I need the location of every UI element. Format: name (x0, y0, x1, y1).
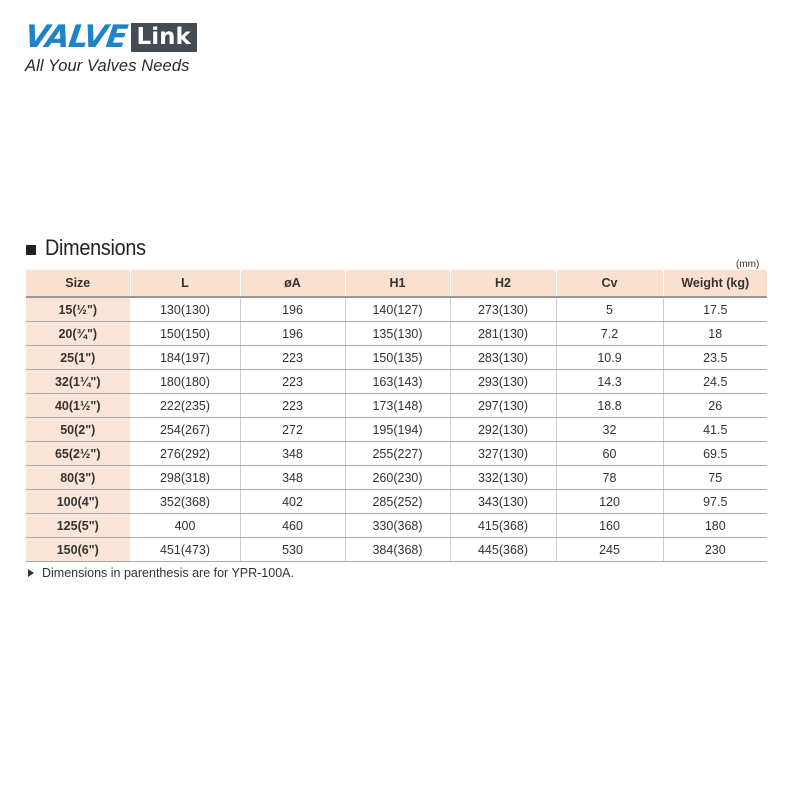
table-cell: 223 (240, 370, 345, 394)
table-cell: 343(130) (450, 490, 556, 514)
table-row (26, 346, 767, 370)
table-cell: 384(368) (345, 538, 450, 562)
table-cell: 41.5 (663, 418, 767, 442)
table-row (26, 490, 767, 514)
table-cell: 160 (556, 514, 663, 538)
table-cell: 150(150) (130, 322, 240, 346)
table-cell: 173(148) (345, 394, 450, 418)
table-cell: 292(130) (450, 418, 556, 442)
table-cell: 223 (240, 346, 345, 370)
table-row (26, 394, 767, 418)
table-cell: 180(180) (130, 370, 240, 394)
section-title: Dimensions (45, 235, 146, 260)
unit-note: (mm) (736, 259, 760, 270)
logo-wordmark (22, 19, 197, 55)
table-cell: 23.5 (663, 346, 767, 370)
size-cell: 15(½") (26, 297, 130, 322)
size-cell: 150(6") (26, 538, 130, 562)
table-cell: 140(127) (345, 297, 450, 322)
table-cell: 400 (130, 514, 240, 538)
table-cell: 195(194) (345, 418, 450, 442)
table-cell: 298(318) (130, 466, 240, 490)
table-body (26, 297, 767, 562)
table-cell: 7.2 (556, 322, 663, 346)
table-cell: 75 (663, 466, 767, 490)
table-cell: 402 (240, 490, 345, 514)
table-cell: 352(368) (130, 490, 240, 514)
table-cell: 26 (663, 394, 767, 418)
table-cell: 285(252) (345, 490, 450, 514)
dimensions-table (26, 270, 767, 562)
table-cell: 245 (556, 538, 663, 562)
table-cell: 135(130) (345, 322, 450, 346)
size-cell: 40(1½") (26, 394, 130, 418)
table-cell: 293(130) (450, 370, 556, 394)
section-heading (26, 235, 157, 261)
column-header: Size (26, 270, 130, 297)
triangle-bullet-icon (28, 569, 34, 577)
table-row (26, 538, 767, 562)
column-header: øA (240, 270, 345, 297)
logo-valve-text: VALVE (22, 19, 130, 55)
table-cell: 5 (556, 297, 663, 322)
table-cell: 330(368) (345, 514, 450, 538)
column-header: H1 (345, 270, 450, 297)
brand-logo (22, 19, 197, 76)
table-cell: 24.5 (663, 370, 767, 394)
size-cell: 100(4") (26, 490, 130, 514)
table-row (26, 466, 767, 490)
table-row (26, 418, 767, 442)
table-cell: 17.5 (663, 297, 767, 322)
table-cell: 150(135) (345, 346, 450, 370)
table-cell: 281(130) (450, 322, 556, 346)
table-cell: 78 (556, 466, 663, 490)
table-row (26, 297, 767, 322)
size-cell: 80(3") (26, 466, 130, 490)
logo-tagline: All Your Valves Needs (25, 57, 190, 75)
footnote (28, 566, 294, 580)
column-header: L (130, 270, 240, 297)
table-cell: 10.9 (556, 346, 663, 370)
table-cell: 223 (240, 394, 345, 418)
footnote-text: Dimensions in parenthesis are for YPR-100A. (42, 566, 294, 580)
table-cell: 283(130) (450, 346, 556, 370)
table-header-row (26, 270, 767, 297)
table-cell: 276(292) (130, 442, 240, 466)
table-cell: 18.8 (556, 394, 663, 418)
column-header: H2 (450, 270, 556, 297)
size-cell: 50(2") (26, 418, 130, 442)
table-cell: 32 (556, 418, 663, 442)
table-cell: 332(130) (450, 466, 556, 490)
table-cell: 445(368) (450, 538, 556, 562)
table-cell: 451(473) (130, 538, 240, 562)
column-header: Weight (kg) (663, 270, 767, 297)
square-bullet-icon (26, 245, 36, 255)
table-cell: 60 (556, 442, 663, 466)
table-cell: 530 (240, 538, 345, 562)
logo-link-text: Link (131, 23, 197, 52)
table-cell: 163(143) (345, 370, 450, 394)
table-cell: 260(230) (345, 466, 450, 490)
table-cell: 180 (663, 514, 767, 538)
table-row (26, 322, 767, 346)
size-cell: 32(1¼") (26, 370, 130, 394)
table-cell: 196 (240, 297, 345, 322)
table-cell: 18 (663, 322, 767, 346)
size-cell: 25(1") (26, 346, 130, 370)
table-cell: 255(227) (345, 442, 450, 466)
size-cell: 125(5") (26, 514, 130, 538)
table-cell: 120 (556, 490, 663, 514)
table-row (26, 514, 767, 538)
table-cell: 415(368) (450, 514, 556, 538)
table-cell: 273(130) (450, 297, 556, 322)
table-cell: 184(197) (130, 346, 240, 370)
column-header: Cv (556, 270, 663, 297)
table-cell: 69.5 (663, 442, 767, 466)
table-cell: 230 (663, 538, 767, 562)
table-cell: 97.5 (663, 490, 767, 514)
size-cell: 65(2½") (26, 442, 130, 466)
table-cell: 348 (240, 442, 345, 466)
table-cell: 130(130) (130, 297, 240, 322)
size-cell: 20(¾") (26, 322, 130, 346)
table-cell: 272 (240, 418, 345, 442)
table-row (26, 370, 767, 394)
table-cell: 348 (240, 466, 345, 490)
table-cell: 460 (240, 514, 345, 538)
table-cell: 327(130) (450, 442, 556, 466)
table-cell: 254(267) (130, 418, 240, 442)
table-cell: 196 (240, 322, 345, 346)
table-row (26, 442, 767, 466)
table-cell: 14.3 (556, 370, 663, 394)
table-cell: 222(235) (130, 394, 240, 418)
table-cell: 297(130) (450, 394, 556, 418)
